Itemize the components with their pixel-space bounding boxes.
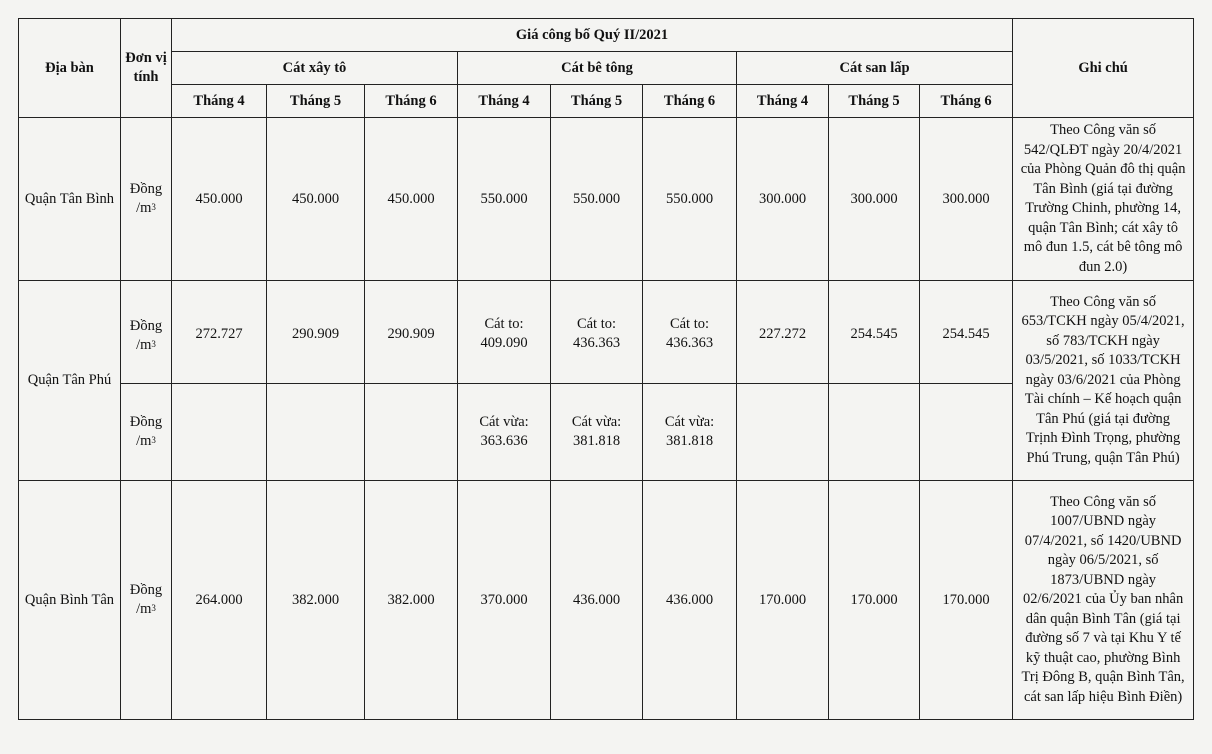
price-cell: 450.000: [267, 118, 365, 281]
price-cell: 290.909: [365, 281, 458, 384]
table-row: [19, 118, 1194, 281]
price-cell: 254.545: [920, 281, 1013, 384]
header-month: Tháng 5: [829, 85, 920, 118]
header-month: Tháng 5: [551, 85, 643, 118]
table-row: [19, 281, 1194, 384]
header-month: Tháng 6: [365, 85, 458, 118]
header-cat-xay-to: Cát xây tô: [172, 52, 458, 85]
price-cell: 450.000: [365, 118, 458, 281]
note-cell: Theo Công văn số 1007/UBND ngày 07/4/2021, số 1420/UBND ngày 06/5/2021, số 1873/UBND ngày 02/6/2021 của Ủy ban nhân dân quận Bình Tân (giá tại đường số 7 và tại Khu Y tế kỹ thuật cao, phường Bình Trị Đông B, quận Bình Tân, cát san lấp hiệu Bình Điền): [1013, 481, 1194, 720]
unit-cell: Đồng $/m^3$: [121, 384, 172, 481]
price-cell: 170.000: [737, 481, 829, 720]
header-cat-san-lap: Cát san lấp: [737, 52, 1013, 85]
header-month: Tháng 5: [267, 85, 365, 118]
price-cell: 382.000: [267, 481, 365, 720]
price-cell: 227.272: [737, 281, 829, 384]
price-cell: Cát to: 436.363: [643, 281, 737, 384]
price-cell: Cát vừa: 381.818: [551, 384, 643, 481]
empty-cell: [829, 384, 920, 481]
price-cell: 300.000: [737, 118, 829, 281]
note-cell: Theo Công văn số 653/TCKH ngày 05/4/2021, số 783/TCKH ngày 03/5/2021, số 1033/TCKH ngày 03/6/2021 của Phòng Tài chính – Kế hoạch quận Tân Phú (giá tại đường Trịnh Đình Trọng, phường Phú Trung, quận Tân Phú): [1013, 281, 1194, 481]
price-cell: 436.000: [551, 481, 643, 720]
header-month: Tháng 4: [737, 85, 829, 118]
empty-cell: [267, 384, 365, 481]
unit-cell: Đồng $/m^3$: [121, 481, 172, 720]
header-don-vi: Đơn vị tính: [121, 19, 172, 118]
price-cell: 370.000: [458, 481, 551, 720]
empty-cell: [920, 384, 1013, 481]
header-cat-be-tong: Cát bê tông: [458, 52, 737, 85]
price-cell: 254.545: [829, 281, 920, 384]
price-table: [18, 18, 1194, 720]
table-row: [19, 481, 1194, 720]
header-month: Tháng 6: [920, 85, 1013, 118]
unit-cell: Đồng $/m^3$: [121, 118, 172, 281]
header-month: Tháng 4: [458, 85, 551, 118]
price-cell: 170.000: [829, 481, 920, 720]
price-cell: 300.000: [920, 118, 1013, 281]
price-cell: 450.000: [172, 118, 267, 281]
header-month: Tháng 4: [172, 85, 267, 118]
unit-cell: Đồng $/m^3$: [121, 281, 172, 384]
empty-cell: [172, 384, 267, 481]
header-dia-ban: Địa bàn: [19, 19, 121, 118]
price-cell: 550.000: [551, 118, 643, 281]
district-cell: Quận Tân Bình: [19, 118, 121, 281]
price-cell: Cát vừa: 381.818: [643, 384, 737, 481]
price-cell: 290.909: [267, 281, 365, 384]
header-month: Tháng 6: [643, 85, 737, 118]
empty-cell: [737, 384, 829, 481]
price-cell: 272.727: [172, 281, 267, 384]
district-cell: Quận Tân Phú: [19, 281, 121, 481]
price-cell: Cát vừa: 363.636: [458, 384, 551, 481]
empty-cell: [365, 384, 458, 481]
price-cell: Cát to: 409.090: [458, 281, 551, 384]
note-cell: Theo Công văn số 542/QLĐT ngày 20/4/2021 của Phòng Quản đô thị quận Tân Bình (giá tại đường Trường Chinh, phường 14, quận Tân Bình; cát xây tô mô đun 1.5, cát bê tông mô đun 2.0): [1013, 118, 1194, 281]
price-cell: 264.000: [172, 481, 267, 720]
price-cell: 300.000: [829, 118, 920, 281]
district-cell: Quận Bình Tân: [19, 481, 121, 720]
price-cell: 550.000: [458, 118, 551, 281]
price-cell: Cát to: 436.363: [551, 281, 643, 384]
header-gia-cong-bo: Giá công bố Quý II/2021: [172, 19, 1013, 52]
price-cell: 382.000: [365, 481, 458, 720]
price-cell: 550.000: [643, 118, 737, 281]
price-cell: 170.000: [920, 481, 1013, 720]
header-ghi-chu: Ghi chú: [1013, 19, 1194, 118]
price-cell: 436.000: [643, 481, 737, 720]
